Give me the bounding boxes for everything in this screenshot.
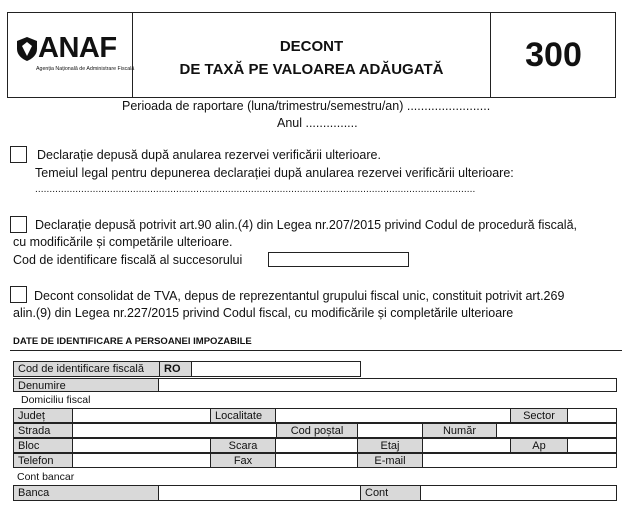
strada-label-cell: Strada [13,423,73,438]
banca-input[interactable] [158,485,361,501]
cod-postal-label-cell: Cod poștal [276,423,358,438]
scara-input[interactable] [275,438,358,453]
email-label-cell: E-mail [357,453,423,468]
bloc-label-cell: Bloc [13,438,73,453]
anaf-logo [16,32,135,76]
numar-input[interactable] [496,423,617,438]
logo-text: ANAF [38,32,117,64]
option1-label: Declarație depusă după anularea rezervei verificării ulterioare. [37,148,381,162]
telefon-label-cell: Telefon [13,453,73,468]
judet-label-cell: Județ [13,408,73,423]
bloc-input[interactable] [72,438,211,453]
banca-label-cell: Banca [13,485,159,501]
fax-input[interactable] [275,453,358,468]
etaj-input[interactable] [422,438,511,453]
cod-postal-input[interactable] [357,423,423,438]
localitate-input[interactable] [275,408,511,423]
logo-subtitle: Agenția Națională de Administrare Fiscală [36,66,135,72]
telefon-input[interactable] [72,453,211,468]
option2-cif-label: Cod de identificare fiscală al succesorului [13,253,243,267]
etaj-label-cell: Etaj [357,438,423,453]
successor-cif-input[interactable] [268,252,409,267]
cont-label-cell: Cont [360,485,421,501]
option1-dots[interactable]: ......................................................................................................................................................... [35,184,476,195]
identification-table [13,361,617,503]
fax-label-cell: Fax [210,453,276,468]
sector-label-cell: Sector [510,408,568,423]
option3-checkbox[interactable] [10,286,27,303]
ap-input[interactable] [567,438,617,453]
form-number: 300 [525,36,582,74]
scara-label-cell: Scara [210,438,276,453]
anaf-shield-icon [16,36,38,62]
period-line: Perioada de raportare (luna/trimestru/semestru/an) ........................ [122,99,491,113]
option3-line1: Decont consolidat de TVA, depus de reprezentantul grupului fiscal unic, constituit potrivit art.269 [34,289,565,303]
option2-line1: Declarație depusă potrivit art.90 alin.(4) din Legea nr.207/2015 privind Codul de procedură fiscală, [35,218,577,232]
domiciliu-label: Domiciliu fiscal [21,394,91,406]
denumire-label-cell: Denumire [13,378,159,392]
email-input[interactable] [422,453,617,468]
denumire-input[interactable] [158,378,617,392]
cif-label-cell: Cod de identificare fiscală [13,361,160,377]
title-line-1: DECONT [279,38,344,55]
section-title: DATE DE IDENTIFICARE A PERSOANEI IMPOZABILE [13,336,252,347]
judet-input[interactable] [72,408,211,423]
year-line: Anul ............... [277,116,358,130]
ap-label-cell: Ap [510,438,568,453]
option1-sub: Temeiul legal pentru depunerea declarației după anularea rezervei verificării ulterioare: [35,166,514,180]
section-rule [10,350,622,351]
cont-bancar-label: Cont bancar [17,471,75,483]
ro-prefix-cell: RO [159,361,192,377]
localitate-label-cell: Localitate [210,408,276,423]
option1-checkbox[interactable] [10,146,27,163]
option2-line2: cu modificările și competările ulterioare. [13,235,233,249]
cif-input[interactable] [191,361,361,377]
sector-input[interactable] [567,408,617,423]
option3-line2: alin.(9) din Legea nr.227/2015 privind Codul fiscal, cu modificările și completările ulterioare [13,306,514,320]
strada-input[interactable] [72,423,277,438]
cont-input[interactable] [420,485,617,501]
title-line-2: DE TAXĂ PE VALOAREA ADĂUGATĂ [179,61,444,78]
numar-label-cell: Număr [422,423,497,438]
option2-checkbox[interactable] [10,216,27,233]
